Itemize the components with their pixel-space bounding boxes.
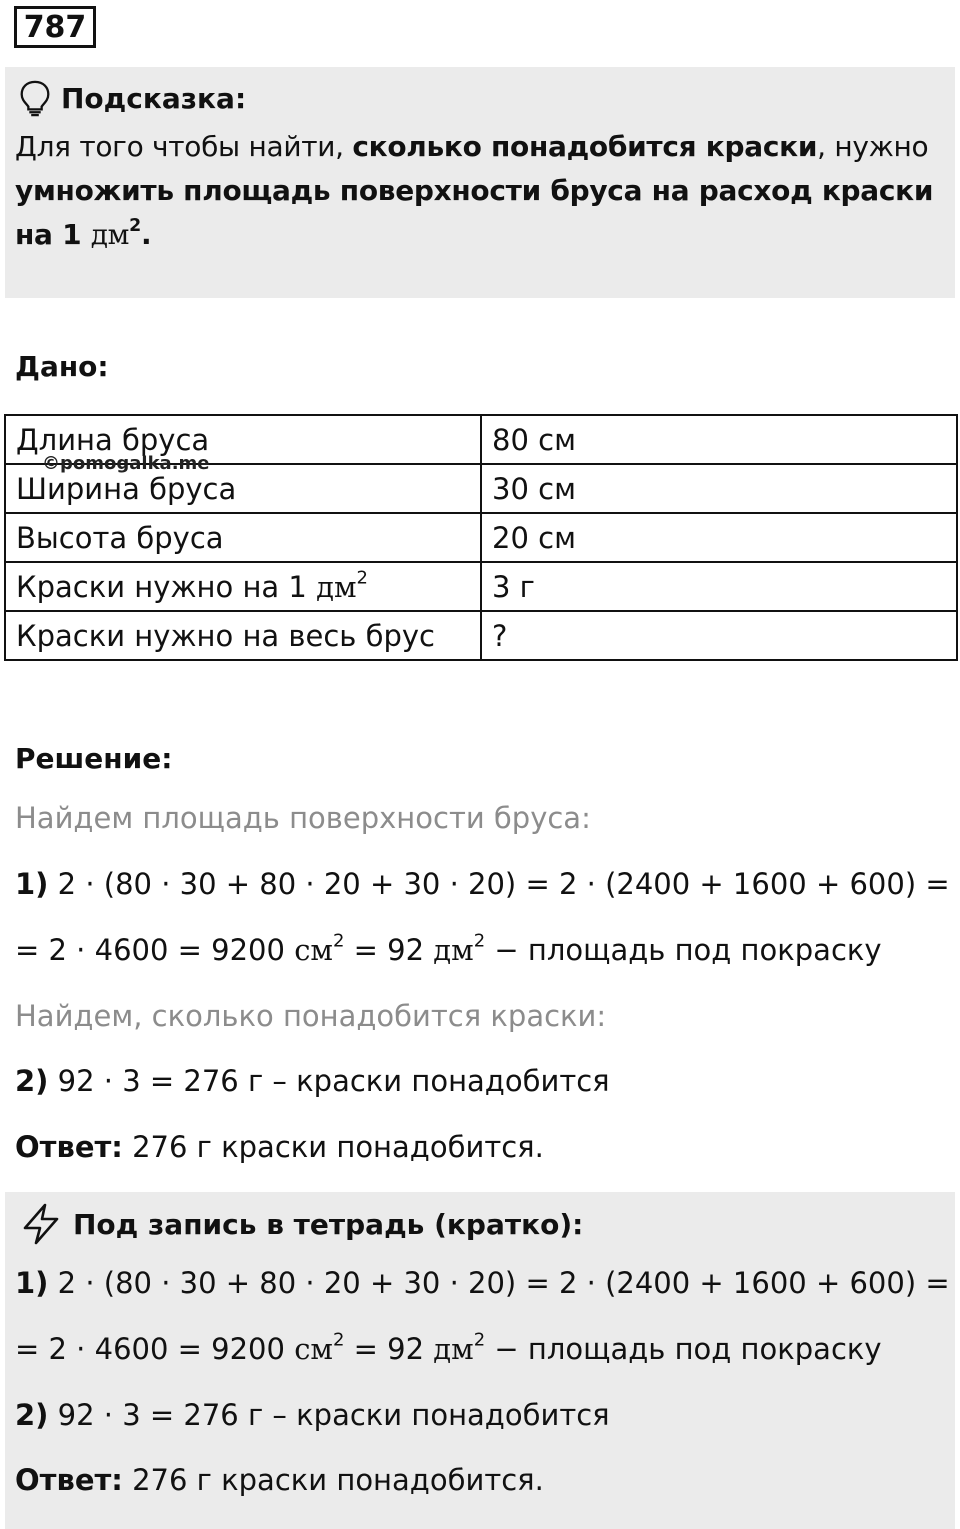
short-answer: Ответ: 276 г краски понадобится. <box>15 1463 544 1497</box>
step2-line: 2) 92 · 3 = 276 г – краски понадобится <box>15 1064 610 1098</box>
lightbulb-icon <box>17 79 53 117</box>
given-value: 30 см <box>481 464 957 513</box>
step1-line2: = 2 · 4600 = 9200 $см^2 = 92$ $дм^2$ − площадь под покраску <box>15 930 882 967</box>
given-value: ? <box>481 611 957 660</box>
hint-title: Подсказка: <box>61 81 247 115</box>
given-title: Дано: <box>15 350 109 383</box>
table-row <box>5 611 957 660</box>
given-label: Длина бруса <box>5 415 481 464</box>
hint-text: Для того чтобы найти, сколько понадобится краски, нужно умножить площадь поверхности бруса на расход краски на 1 $дм^2$. <box>15 130 934 251</box>
short-title: Под запись в тетрадь (кратко): <box>73 1207 584 1241</box>
table-row <box>5 513 957 562</box>
step2-intro: Найдем, сколько понадобится краски: <box>15 999 607 1033</box>
short-header <box>19 1202 583 1246</box>
given-label: Краски нужно на 1 $дм^2$ <box>5 562 481 611</box>
step1-line1: 1) 2 · (80 · 30 + 80 · 20 + 30 · 20) = 2 · (2400 + 1600 + 600) = <box>15 867 950 901</box>
task-number: 787 <box>14 6 96 48</box>
solution-title: Решение: <box>15 742 173 775</box>
lightning-icon <box>19 1202 63 1246</box>
given-value: 20 см <box>481 513 957 562</box>
answer: Ответ: 276 г краски понадобится. <box>15 1130 544 1164</box>
hint-header <box>17 79 246 117</box>
given-label: Высота бруса <box>5 513 481 562</box>
given-label: Краски нужно на весь брус <box>5 611 481 660</box>
hint-panel <box>5 67 955 298</box>
short-step1-line2: = 2 · 4600 = 9200 $см^2 = 92$ $дм^2$ − площадь под покраску <box>15 1329 882 1366</box>
short-notes-panel <box>5 1192 955 1529</box>
short-step2-line: 2) 92 · 3 = 276 г – краски понадобится <box>15 1398 610 1432</box>
step1-intro: Найдем площадь поверхности бруса: <box>15 801 591 835</box>
given-table <box>4 414 958 661</box>
table-row <box>5 562 957 611</box>
watermark: ©pomogalka.me <box>42 453 210 474</box>
given-label: Ширина бруса <box>5 464 481 513</box>
given-value: 80 см <box>481 415 957 464</box>
given-value: 3 г <box>481 562 957 611</box>
short-step1-line1: 1) 2 · (80 · 30 + 80 · 20 + 30 · 20) = 2 · (2400 + 1600 + 600) = <box>15 1266 950 1300</box>
